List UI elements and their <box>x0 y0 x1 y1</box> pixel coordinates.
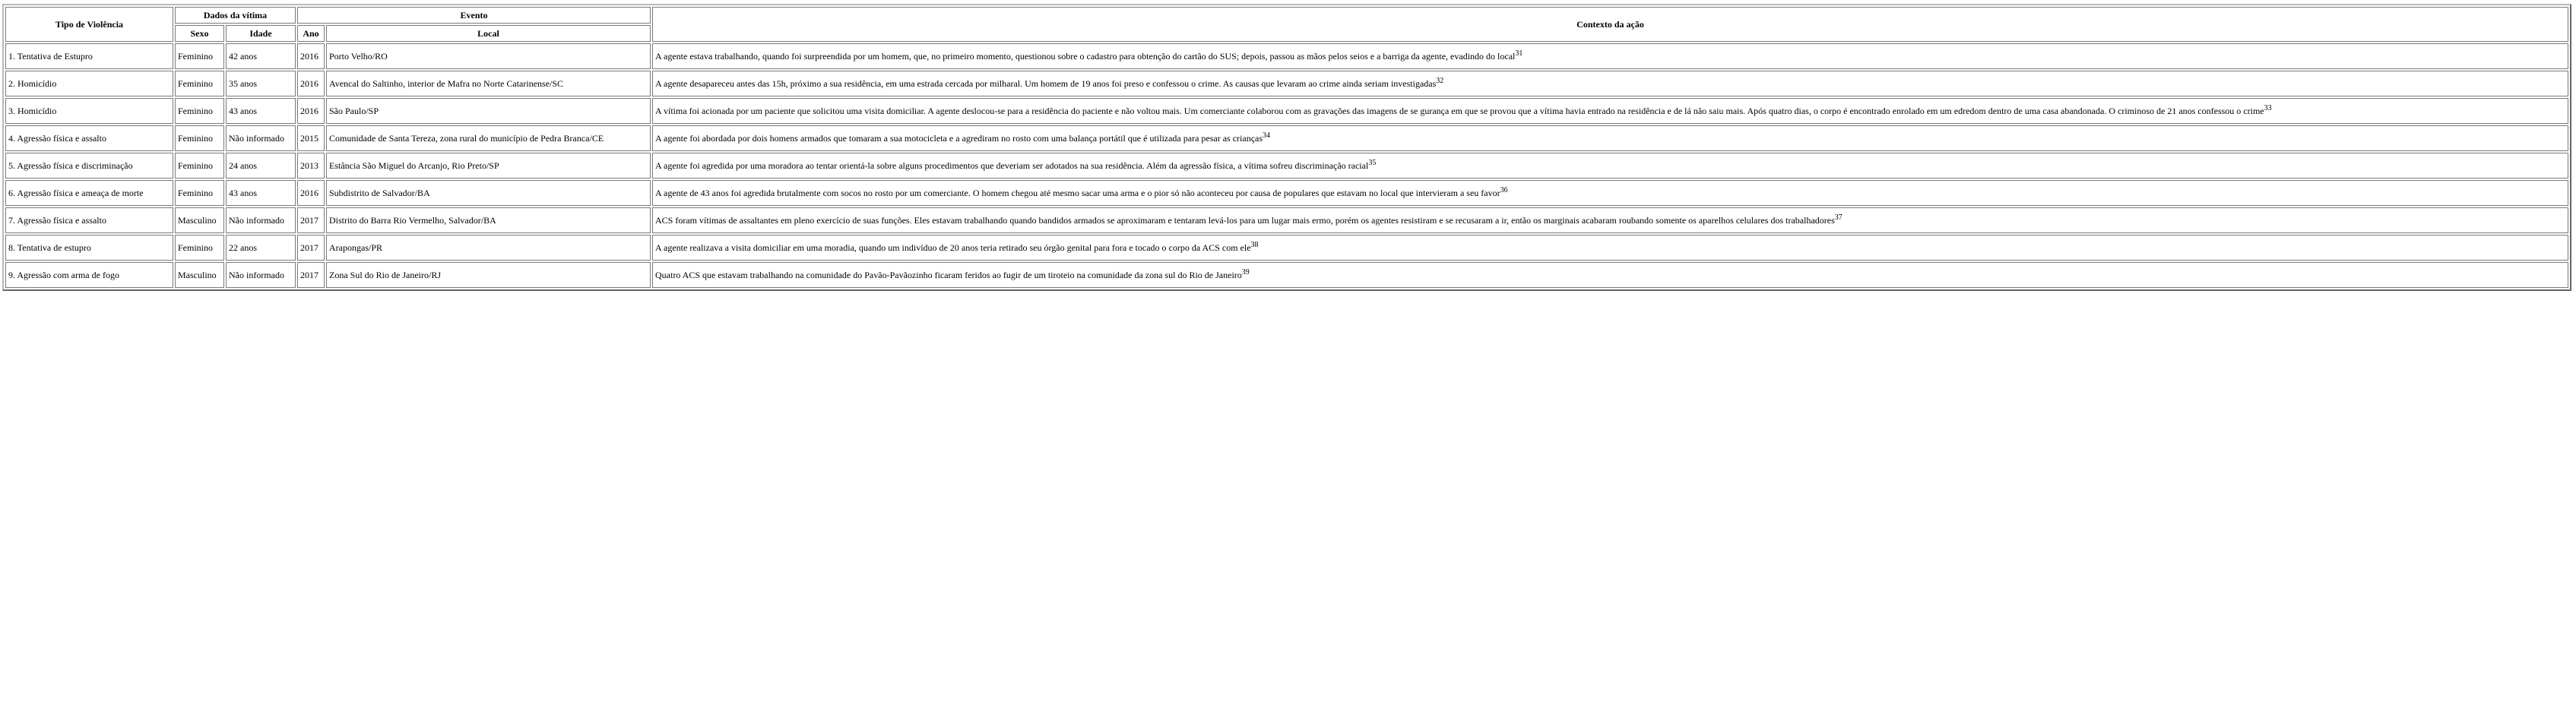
cell-local: Subdistrito de Salvador/BA <box>326 180 651 206</box>
footnote-ref: 31 <box>1515 49 1523 58</box>
cell-idade: Não informado <box>226 207 296 233</box>
cell-contexto <box>652 153 2568 179</box>
contexto-text: A agente foi agredida por uma moradora ao tentar orientá-la sobre alguns procedimentos que deveriam ser adotados na sua residência. Além da agressão física, a vítima sofreu discriminação racial <box>655 160 1369 171</box>
cell-tipo: 7. Agressão física e assalto <box>5 207 173 233</box>
cell-sexo: Feminino <box>175 235 224 261</box>
cell-local: Distrito do Barra Rio Vermelho, Salvador/BA <box>326 207 651 233</box>
cell-local: São Paulo/SP <box>326 98 651 124</box>
cell-sexo: Feminino <box>175 43 224 69</box>
cell-ano: 2017 <box>297 262 325 288</box>
header-local: Local <box>326 25 651 42</box>
cell-sexo: Feminino <box>175 153 224 179</box>
cell-tipo: 1. Tentativa de Estupro <box>5 43 173 69</box>
cell-ano: 2017 <box>297 207 325 233</box>
cell-contexto <box>652 43 2568 69</box>
table-row <box>5 125 2568 151</box>
violence-cases-table <box>2 4 2571 291</box>
cell-idade: 42 anos <box>226 43 296 69</box>
table-row <box>5 43 2568 69</box>
contexto-text: ACS foram vítimas de assaltantes em pleno exercício de suas funções. Eles estavam trabalhando quando bandidos armados se aproximaram e tentaram levá-los para um lugar mais ermo, porém os agentes resistiram e se recusaram a ir, então os marginais acabaram roubando somente os aparelhos celulares dos trabalhadores <box>655 215 1835 226</box>
cell-contexto <box>652 180 2568 206</box>
cell-ano: 2015 <box>297 125 325 151</box>
cell-idade: 43 anos <box>226 98 296 124</box>
table-body <box>5 43 2568 288</box>
cell-local: Estância São Miguel do Arcanjo, Rio Preto/SP <box>326 153 651 179</box>
cell-contexto <box>652 235 2568 261</box>
cell-tipo: 2. Homicídio <box>5 71 173 96</box>
cell-idade: 35 anos <box>226 71 296 96</box>
cell-sexo: Feminino <box>175 71 224 96</box>
cell-tipo: 9. Agressão com arma de fogo <box>5 262 173 288</box>
cell-ano: 2016 <box>297 71 325 96</box>
header-contexto: Contexto da ação <box>652 7 2568 42</box>
contexto-text: A agente estava trabalhando, quando foi surpreendida por um homem, que, no primeiro momento, questionou sobre o cadastro para obtenção do cartão do SUS; depois, passou as mãos pelos seios e a barriga da agente, evadindo do local <box>655 51 1516 62</box>
contexto-text: A agente realizava a visita domiciliar em uma moradia, quando um indivíduo de 20 anos teria retirado seu órgão genital para fora e tocado o corpo da ACS com ele <box>655 242 1251 253</box>
contexto-text: Quatro ACS que estavam trabalhando na comunidade do Pavão-Pavãozinho ficaram feridos ao fugir de um tiroteio na comunidade da zona sul do Rio de Janeiro <box>655 270 1242 280</box>
cell-sexo: Masculino <box>175 207 224 233</box>
table-row <box>5 235 2568 261</box>
cell-idade: 43 anos <box>226 180 296 206</box>
contexto-text: A agente foi abordada por dois homens armados que tomaram a sua motocicleta e a agrediram no rosto com uma balança portátil que é utilizada para pesar as crianças <box>655 133 1263 144</box>
cell-idade: Não informado <box>226 125 296 151</box>
cell-sexo: Feminino <box>175 125 224 151</box>
footnote-ref: 38 <box>1250 241 1259 249</box>
footnote-ref: 39 <box>1241 268 1250 277</box>
header-sexo: Sexo <box>175 25 224 42</box>
footnote-ref: 36 <box>1500 186 1508 194</box>
footnote-ref: 37 <box>1834 213 1842 222</box>
cell-local: Zona Sul do Rio de Janeiro/RJ <box>326 262 651 288</box>
table-row <box>5 207 2568 233</box>
footnote-ref: 35 <box>1368 159 1377 167</box>
cell-ano: 2016 <box>297 180 325 206</box>
cell-ano: 2017 <box>297 235 325 261</box>
table-row <box>5 98 2568 124</box>
cell-tipo: 3. Homicídio <box>5 98 173 124</box>
header-dados-vitima: Dados da vítima <box>175 7 296 24</box>
cell-sexo: Masculino <box>175 262 224 288</box>
cell-ano: 2016 <box>297 43 325 69</box>
cell-local: Porto Velho/RO <box>326 43 651 69</box>
cell-idade: 24 anos <box>226 153 296 179</box>
header-ano: Ano <box>297 25 325 42</box>
cell-local: Comunidade de Santa Tereza, zona rural do município de Pedra Branca/CE <box>326 125 651 151</box>
footnote-ref: 34 <box>1263 131 1271 140</box>
cell-ano: 2013 <box>297 153 325 179</box>
footnote-ref: 32 <box>1436 77 1444 85</box>
contexto-text: A vítima foi acionada por um paciente que solicitou uma visita domiciliar. A agente deslocou-se para a residência do paciente e não voltou mais. Um comerciante colaborou com as gravações das imagens de se gurança em que se provou que a vítima havia entrado na residência e de lá não saiu mais. Após quatro dias, o corpo é encontrado enrolado em um edredom dentro de uma casa abandonada. O criminoso de 21 anos confessou o crime <box>655 106 2264 116</box>
cell-tipo: 6. Agressão física e ameaça de morte <box>5 180 173 206</box>
cell-idade: Não informado <box>226 262 296 288</box>
cell-contexto <box>652 125 2568 151</box>
cell-tipo: 5. Agressão física e discriminação <box>5 153 173 179</box>
cell-contexto <box>652 207 2568 233</box>
header-tipo-violencia: Tipo de Violência <box>5 7 173 42</box>
cell-idade: 22 anos <box>226 235 296 261</box>
cell-sexo: Feminino <box>175 180 224 206</box>
header-evento: Evento <box>297 7 651 24</box>
cell-local: Avencal do Saltinho, interior de Mafra no Norte Catarinense/SC <box>326 71 651 96</box>
cell-contexto <box>652 262 2568 288</box>
table-row <box>5 180 2568 206</box>
cell-local: Arapongas/PR <box>326 235 651 261</box>
header-idade: Idade <box>226 25 296 42</box>
cell-ano: 2016 <box>297 98 325 124</box>
table-row <box>5 153 2568 179</box>
table-row <box>5 71 2568 96</box>
contexto-text: A agente de 43 anos foi agredida brutalmente com socos no rosto por um comerciante. O homem chegou até mesmo sacar uma arma e o pior só não aconteceu por causa de populares que estavam no local que intervieram a seu favor <box>655 188 1500 198</box>
cell-contexto <box>652 71 2568 96</box>
table-row <box>5 262 2568 288</box>
cell-contexto <box>652 98 2568 124</box>
footnote-ref: 33 <box>2264 104 2272 112</box>
cell-tipo: 8. Tentativa de estupro <box>5 235 173 261</box>
cell-sexo: Feminino <box>175 98 224 124</box>
contexto-text: A agente desapareceu antes das 15h, próximo a sua residência, em uma estrada cercada por milharal. Um homem de 19 anos foi preso e confessou o crime. As causas que levaram ao crime ainda seriam investigadas <box>655 78 1437 89</box>
cell-tipo: 4. Agressão física e assalto <box>5 125 173 151</box>
